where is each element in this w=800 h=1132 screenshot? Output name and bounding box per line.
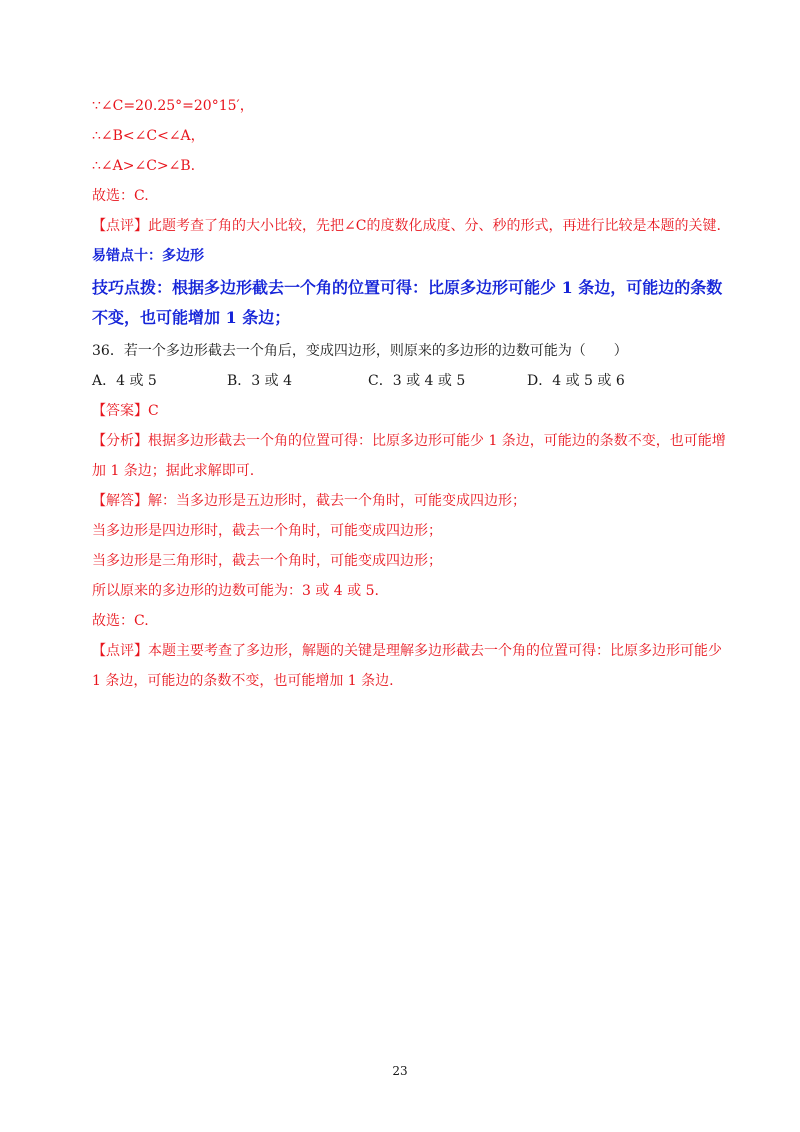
option-d: D．4 或 5 或 6 <box>527 373 625 389</box>
solution-line: 当多边形是三角形时，截去一个角时，可能变成四边形； <box>92 553 442 569</box>
answer-line: 【答案】C <box>92 403 159 419</box>
review-comment: 【点评】本题主要考查了多边形，解题的关键是理解多边形截去一个角的位置可得：比原多边形可能少 <box>92 643 722 659</box>
section-heading: 易错点十：多边形 <box>92 248 204 264</box>
solution-line: 当多边形是四边形时，截去一个角时，可能变成四边形； <box>92 523 442 539</box>
analysis-line: 加 1 条边；据此求解即可. <box>92 463 255 479</box>
solution-line: ∵∠C=20.25°=20°15′， <box>92 98 254 114</box>
choice-line: 故选：C. <box>92 188 149 204</box>
review-comment: 1 条边，可能边的条数不变，也可能增加 1 条边. <box>92 673 394 689</box>
option-c: C．3 或 4 或 5 <box>368 373 466 389</box>
page-number: 23 <box>392 1064 408 1078</box>
analysis-line: 【分析】根据多边形截去一个角的位置可得：比原多边形可能少 1 条边，可能边的条数不变，也可能增 <box>92 433 726 449</box>
tip-line: 技巧点拨：根据多边形截去一个角的位置可得：比原多边形可能少 1 条边，可能边的条数 <box>92 278 723 297</box>
question-text: 36．若一个多边形截去一个角后，变成四边形，则原来的多边形的边数可能为（ ） <box>92 343 628 359</box>
choice-line: 故选：C. <box>92 613 149 629</box>
review-comment: 【点评】此题考查了角的大小比较，先把∠C的度数化成度、分、秒的形式，再进行比较是本题的关键. <box>92 218 721 234</box>
solution-line: ∴∠B<∠C<∠A， <box>92 128 205 144</box>
tip-line: 不变，也可能增加 1 条边； <box>92 308 291 327</box>
solution-line: 所以原来的多边形的边数可能为：3 或 4 或 5. <box>92 583 379 599</box>
solution-line: 【解答】解：当多边形是五边形时，截去一个角时，可能变成四边形； <box>92 493 526 509</box>
solution-line: ∴∠A>∠C>∠B. <box>92 158 196 174</box>
option-a: A．4 或 5 <box>92 373 157 389</box>
option-b: B．3 或 4 <box>227 373 293 389</box>
